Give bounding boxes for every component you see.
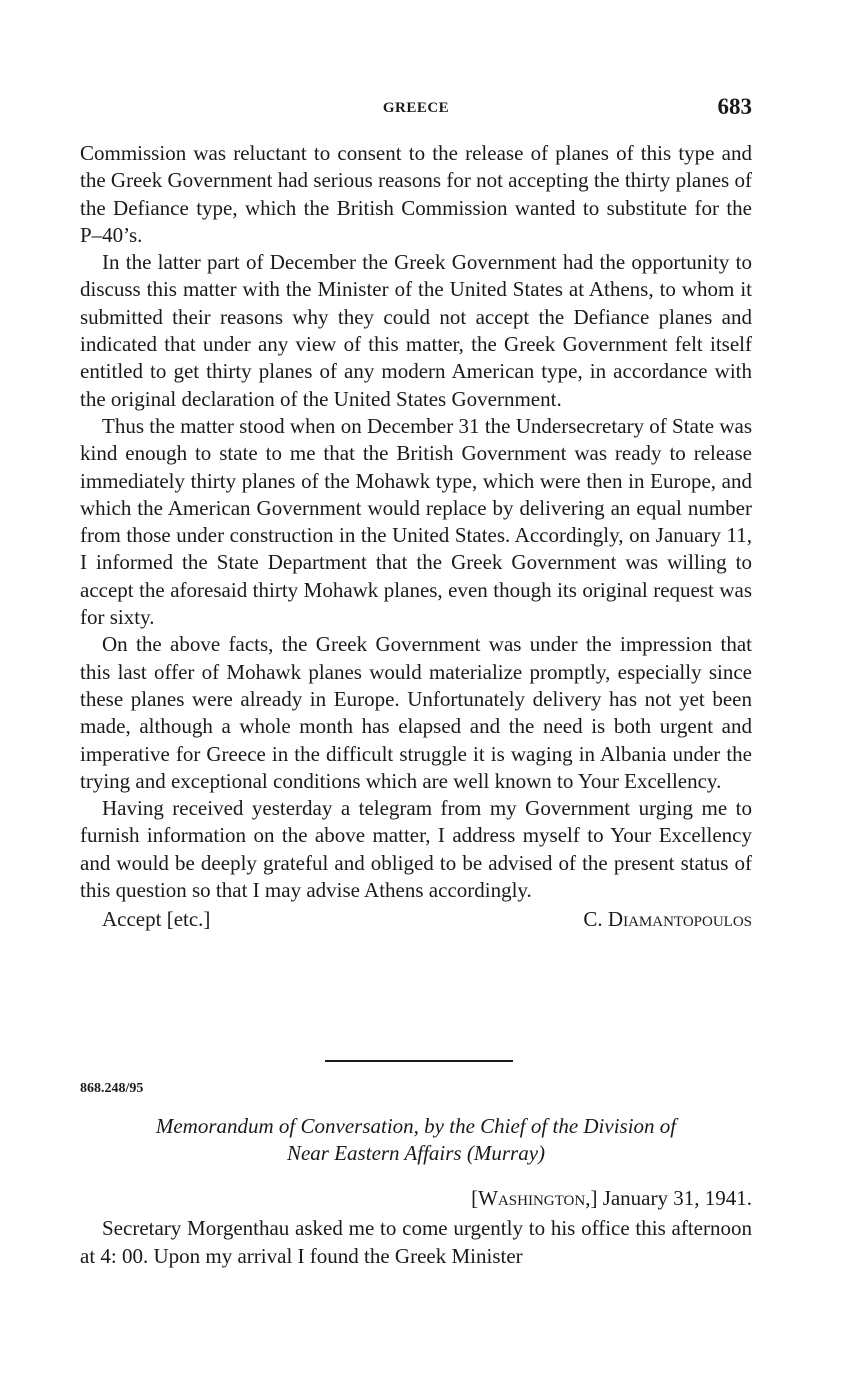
letter-paragraph: Having received yesterday a telegram from my Government urging me to furnish information on the above matter, I address myself to Your Excellency and would be deeply grateful and obliged to be advised of the present status of this question so that I may advise Athens accordingly. [80, 796, 752, 903]
closing-formula: Accept [etc.] [102, 907, 211, 932]
running-title: GREECE [382, 100, 450, 116]
dateline [471, 1186, 752, 1211]
memo-title-line: Memorandum of Conversation, by the Chief of the Division of [155, 1114, 677, 1138]
file-number: 868.248/95 [80, 1081, 144, 1096]
letter-closing [80, 906, 752, 933]
dateline-place: [Washington,] [471, 1186, 598, 1210]
letter-body [80, 140, 752, 933]
page-number: 683 [717, 94, 752, 119]
letter-paragraph: Commission was reluctant to consent to the release of planes of this type and the Greek Government had serious reasons for not accepting the thirty planes of the Defiance type, which the British Commission wanted to substitute for the P–40’s. [80, 141, 752, 247]
letter-paragraph: On the above facts, the Greek Government was under the impression that this last offer of Mohawk planes would materialize promptly, especially since these planes were already in Europe. Unfortunately delivery has not yet been made, although a whole month has elapsed and the need is both urgent and imperative for Greece in the difficult struggle it is waging in Albania under the trying and exceptional conditions which are well known to Your Excellency. [80, 632, 752, 793]
memo-title [80, 1113, 752, 1167]
memo-title-line: Near Eastern Affairs (Murray) [286, 1141, 546, 1165]
running-head [80, 96, 752, 126]
memo-body [80, 1215, 752, 1270]
dateline-date: January 31, 1941. [602, 1186, 752, 1210]
letter-paragraph: Thus the matter stood when on December 31 the Undersecretary of State was kind enough to state to me that the British Government was ready to release immediately thirty planes of the Mohawk type, which were then in Europe, and which the American Government would replace by delivering an equal number from those under construction in the United States. Accordingly, on January 11, I informed the State Department that the Greek Government was willing to accept the aforesaid thirty Mohawk planes, even though its original request was for sixty. [80, 413, 752, 630]
letter-paragraph: In the latter part of December the Greek Government had the opportunity to discuss this matter with the Minister of the United States at Athens, to whom it submitted their reasons why they could not accept the Defiance planes and indicated that under any view of this matter, the Greek Government felt itself entitled to get thirty planes of any modern American type, in accordance with the original declaration of the United States Government. [80, 250, 752, 411]
section-divider [325, 1060, 513, 1062]
signature-name: C. Diamantopoulos [583, 907, 752, 932]
memo-paragraph: Secretary Morgenthau asked me to come urgently to his office this afternoon at 4: 00. Upon my arrival I found the Greek Minister [80, 1216, 752, 1268]
